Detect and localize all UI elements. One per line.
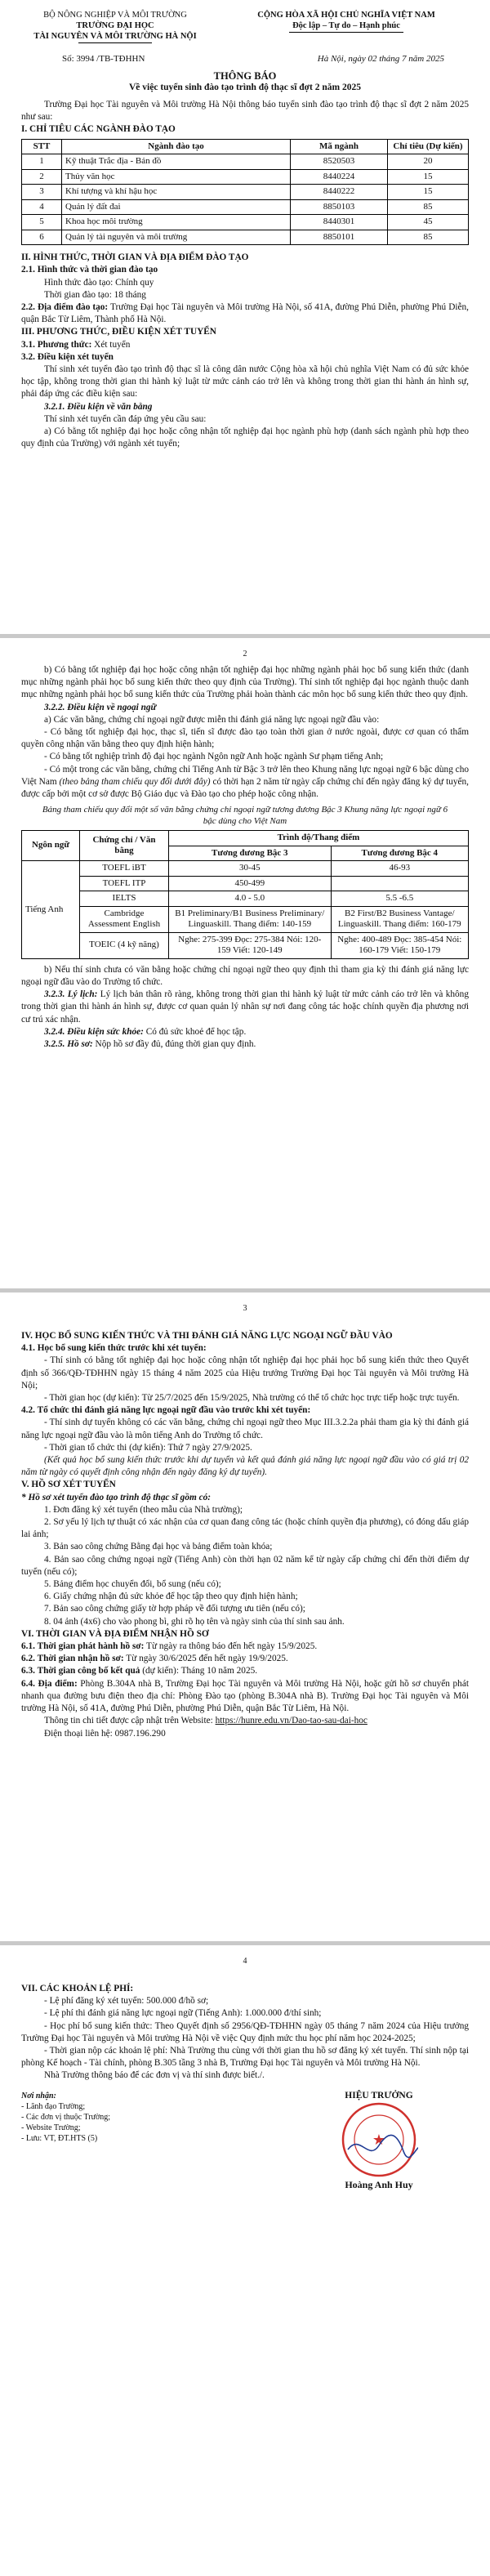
language-table-row: [22, 891, 469, 907]
admission-method: 3.1. Phương thức: Xét tuyển: [21, 339, 131, 350]
quota-table-row: [22, 230, 469, 245]
signer-name: Hoàng Anh Huy: [345, 2178, 413, 2190]
document-subtitle: Về việc tuyển sinh đào tạo trình độ thạc sĩ đợt 2 năm 2025: [129, 83, 361, 92]
cell-major: Khí tượng và khí hậu học: [62, 185, 291, 200]
cell-certificate: TOEFL ITP: [80, 876, 169, 891]
dossier-list-heading: * Hồ sơ xét tuyển đào tạo trình độ thạc sĩ gồm có:: [21, 1492, 212, 1502]
dossier-item: 5. Bảng điểm học chuyển đổi, bổ sung (nếu có);: [44, 1579, 221, 1590]
cell-major: Quản lý đất đai: [62, 199, 291, 215]
quota-table-row: [22, 215, 469, 230]
cell-level-3: 450-499: [169, 876, 332, 891]
section-3-heading: III. PHƯƠNG THỨC, ĐIỀU KIỆN XÉT TUYỂN: [21, 327, 216, 337]
cell-level-3: B1 Preliminary/B1 Business Preliminary/ Linguaskill. Thang điểm: 140-159: [169, 906, 332, 932]
col-stt: STT: [22, 139, 62, 154]
cell-level-4: Nghe: 400-489 Đọc: 385-454 Nói: 160-179 Viết: 150-179: [331, 932, 468, 958]
cell-quota: 15: [388, 185, 469, 200]
degree-requirement-a: a) Có bằng tốt nghiệp đại học hoặc công nhận tốt nghiệp đại học ngành phù hợp (danh sách ngành phù hợp theo quy định của Trường) với ngành xét tuyển;: [21, 426, 469, 449]
result-announce-time: 6.3. Thời gian công bố kết quả (dự kiến): Tháng 10 năm 2025.: [21, 1666, 258, 1676]
header-rule-right: [289, 32, 403, 33]
language-exam-requirement: - Thí sinh dự tuyển không có các văn bằng, chứng chỉ ngoại ngữ theo Mục III.3.2.2a phải tham gia kỳ thi đánh giá năng lực ngoại ngữ đầu vào là môn tiếng Anh do Trường tổ chức.: [21, 1417, 469, 1440]
recipients-heading: Nơi nhận:: [21, 2091, 56, 2101]
cell-code: 8850103: [291, 199, 388, 215]
language-table-row: [22, 932, 469, 958]
recipients: [21, 2091, 185, 2191]
supplementary-course-time: - Thời gian học (dự kiến): Từ 25/7/2025 đến 15/9/2025, Nhà trường có thể tổ chức học trực tiếp hoặc trực tuyến.: [44, 1393, 460, 1404]
section-4-1-heading: 4.1. Học bổ sung kiến thức trước khi xét tuyển:: [21, 1343, 207, 1354]
cell-code: 8440301: [291, 215, 388, 230]
dossier-item: 8. 04 ảnh (4x6) cho vào phong bì, ghi rõ họ tên và ngày sinh của thí sinh sau ảnh.: [44, 1616, 345, 1627]
dossier-item: 2. Sơ yếu lý lịch tự thuật có xác nhận của cơ quan đang công tác (hoặc chính quyền địa phương), có đóng dấu giáp lai ảnh;: [21, 1517, 469, 1540]
col-code: Mã ngành: [291, 139, 388, 154]
training-form: Hình thức đào tạo: Chính quy: [44, 277, 154, 288]
issuing-organization: [21, 10, 209, 46]
section-2-1-heading: 2.1. Hình thức và thời gian đào tạo: [21, 265, 158, 275]
cell-level-3: 30-45: [169, 861, 332, 877]
cell-quota: 15: [388, 169, 469, 185]
col-level-4: Tương đương Bậc 4: [331, 846, 468, 861]
quota-table: [21, 139, 469, 246]
cell-level-4: 5.5 -6.5: [331, 891, 468, 907]
reference-table-caption: Bảng tham chiếu quy đổi một số văn bằng chứng chỉ ngoại ngữ tương đương Bậc 3 Khung năng lực ngoại ngữ 6 bậc dùng cho Việt Nam: [42, 805, 448, 827]
ministry-name: BỘ NÔNG NGHIỆP VÀ MÔI TRƯỜNG: [43, 11, 187, 20]
cell-stt: 5: [22, 215, 62, 230]
cell-stt: 6: [22, 230, 62, 245]
section-3-2-heading: 3.2. Điều kiện xét tuyển: [21, 351, 114, 362]
recipient-item: - Lãnh đạo Trường;: [21, 2101, 86, 2111]
recipient-item: - Lưu: VT, ĐT.HTS (5): [21, 2133, 98, 2143]
cell-certificate: TOEFL iBT: [80, 861, 169, 877]
degree-requirement-intro: Thí sinh xét tuyển cần đáp ứng yêu cầu sau:: [44, 413, 207, 424]
section-4-2-heading: 4.2. Tổ chức thi đánh giá năng lực ngoại ngữ đầu vào trước khi xét tuyển:: [21, 1405, 311, 1416]
language-exempt-intro: a) Các văn bằng, chứng chỉ ngoại ngữ được miễn thi đánh giá năng lực ngoại ngữ đầu vào:: [44, 714, 380, 725]
website-info: Thông tin chi tiết được cập nhật trên Website: https://hunre.edu.vn/Dao-tao-sau-dai-hoc: [44, 1716, 368, 1726]
language-table-row: [22, 876, 469, 891]
degree-requirement-b: b) Có bằng tốt nghiệp đại học hoặc công nhận tốt nghiệp đại học những ngành phải học bổ sung kiến thức (danh mục những ngành phải học bổ sung kiến thức theo quy định của Trường). Thí sinh tốt nghiệp đại học ngành thuộc danh mục những ngành phải học bổ sung kiến thức của Trường phải hoàn thành các môn học bổ sung kiến thức theo quy định.: [21, 665, 469, 700]
language-exam-date: - Thời gian tổ chức thi (dự kiến): Thứ 7 ngày 27/9/2025.: [44, 1442, 252, 1453]
cell-code: 8440222: [291, 185, 388, 200]
signature-block: [21, 2091, 469, 2191]
training-duration: Thời gian đào tạo: 18 tháng: [44, 289, 146, 300]
page-4: [0, 1945, 490, 2576]
document-number: Số: 3994 /TB-TĐHHN: [62, 54, 145, 64]
language-exam-note: b) Nếu thí sinh chưa có văn bằng hoặc chứng chỉ ngoại ngữ theo quy định thì tham gia kỳ thi đánh giá năng lực ngoại ngữ đầu vào do Trường tổ chức.: [21, 964, 469, 987]
language-exempt-1: - Có bằng tốt nghiệp đại học, thạc sĩ, tiến sĩ được đào tạo toàn thời gian ở nước ngoài, được cơ quan có thẩm quyền công nhận văn bằng theo quy định hiện hành;: [21, 727, 469, 750]
cell-level-3: Nghe: 275-399 Đọc: 275-384 Nói: 120-159 Viết: 120-149: [169, 932, 332, 958]
cell-major: Kỹ thuật Trắc địa - Bản đồ: [62, 154, 291, 170]
intro-paragraph: Trường Đại học Tài nguyên và Môi trường Hà Nội thông báo tuyển sinh đào tạo trình độ thạc sĩ đợt 2 năm 2025 như sau:: [21, 100, 469, 123]
nation-name: CỘNG HÒA XÃ HỘI CHỦ NGHĨA VIỆT NAM: [257, 11, 435, 20]
quota-table-row: [22, 154, 469, 170]
document-title: THÔNG BÁO: [213, 70, 277, 82]
closing-statement: Nhà Trường thông báo để các đơn vị và thí sinh được biết./.: [44, 2070, 265, 2081]
dossier-receive-time: 6.2. Thời gian nhận hồ sơ: Từ ngày 30/6/2025 đến hết ngày 19/9/2025.: [21, 1654, 288, 1664]
col-quota: Chỉ tiêu (Dự kiến): [388, 139, 469, 154]
supplementary-course-decision: - Thí sinh có bằng tốt nghiệp đại học hoặc công nhận tốt nghiệp đại học phải học bổ sung kiến thức theo Quyết định số 366/QĐ-TĐHHN ngày 15 tháng 4 năm 2025 của Hiệu trưởng Trường Đại học Tài nguyên và Môi trường Hà Nội;: [21, 1355, 469, 1391]
dossier-item: 3. Bản sao công chứng Bằng đại học và bảng điểm toàn khóa;: [44, 1542, 273, 1552]
cell-stt: 3: [22, 185, 62, 200]
cell-level-4: [331, 876, 468, 891]
national-title: [224, 10, 469, 46]
section-7-heading: VII. CÁC KHOẢN LỆ PHÍ:: [21, 1984, 134, 1993]
page-2: [0, 638, 490, 1288]
university-name-line2: TÀI NGUYÊN VÀ MÔI TRƯỜNG HÀ NỘI: [33, 32, 197, 41]
quota-table-row: [22, 169, 469, 185]
section-4-heading: IV. HỌC BỔ SUNG KIẾN THỨC VÀ THI ĐÁNH GIÁ NĂNG LỰC NGOẠI NGỮ ĐẦU VÀO: [21, 1331, 393, 1341]
cell-language: Tiếng Anh: [22, 861, 80, 959]
section-3-2-1-heading: 3.2.1. Điều kiện về văn bằng: [44, 401, 153, 412]
cell-quota: 85: [388, 230, 469, 245]
document-meta: [21, 54, 469, 64]
dossier-location: 6.4. Địa điểm: Phòng B.304A nhà B, Trường Đại học Tài nguyên và Môi trường Hà Nội, hoặc gửi hồ sơ chuyển phát nhanh qua đường bưu điện theo địa chỉ: Phòng Đào tạo (phòng B.304A nhà B). Trường Đại học Tài nguyên và Môi trường Hà Nội, số 41A, đường Phú Diễn, phường Phú Diễn, quận Bắc Từ Liêm, Hà Nội.: [21, 1678, 469, 1714]
quota-table-header: [22, 139, 469, 154]
document-header: [21, 0, 469, 46]
dossier-item: 4. Bản sao công chứng ngoại ngữ (Tiếng Anh) còn thời hạn 02 năm kể từ ngày cấp chứng chỉ đến thời điểm dự tuyển (nếu có);: [21, 1554, 469, 1577]
website-link[interactable]: https://hunre.edu.vn/Dao-tao-sau-dai-hoc: [215, 1716, 368, 1726]
university-name-line1: TRƯỜNG ĐẠI HỌC: [76, 21, 154, 30]
recipient-item: - Các đơn vị thuộc Trường;: [21, 2112, 111, 2122]
col-certificate: Chứng chỉ / Văn bằng: [80, 831, 169, 861]
recipient-item: - Website Trường;: [21, 2123, 81, 2132]
col-level: Trình độ/Thang điểm: [169, 831, 469, 846]
dossier-item: 6. Giấy chứng nhận đủ sức khỏe để học tập theo quy định hiện hành;: [44, 1592, 298, 1602]
national-motto: Độc lập – Tự do – Hạnh phúc: [292, 21, 400, 30]
fee-application: - Lệ phí đăng ký xét tuyển: 500.000 đ/hồ sơ;: [44, 1996, 209, 2007]
language-exempt-3: - Có một trong các văn bằng, chứng chỉ Tiếng Anh từ Bậc 3 trở lên theo Khung năng lực ngoại ngữ 6 bậc dùng cho Việt Nam (theo bảng tham chiếu quy đổi dưới đây) có thời hạn 2 năm từ ngày cấp chứng chỉ đến ngày đăng ký dự tuyển, được cấp bởi một cơ sở được Bộ Giáo dục và Đào tạo cho phép hoặc công nhận.: [21, 764, 469, 800]
col-level-3: Tương đương Bậc 3: [169, 846, 332, 861]
dossier-item: 1. Đơn đăng ký xét tuyển (theo mẫu của Nhà trường);: [44, 1504, 243, 1515]
cell-level-4: 46-93: [331, 861, 468, 877]
section-2-heading: II. HÌNH THỨC, THỜI GIAN VÀ ĐỊA ĐIỂM ĐÀO TẠO: [21, 252, 249, 263]
training-location: 2.2. Địa điểm đào tạo: Trường Đại học Tài nguyên và Môi trường Hà Nội, số 41A, đường Phú Diễn, phường Phú Diễn, quận Bắc Từ Liêm, Thành phố Hà Nội.: [21, 301, 469, 325]
quota-table-row: [22, 185, 469, 200]
fee-payment-time: - Thời gian nộp các khoản lệ phí: Nhà Trường thu cùng với thời gian thu hồ sơ đăng ký xét tuyển. Thí sinh nộp tại phòng Kế hoạch - Tài chính, phòng B.305 tầng 3 nhà B, Trường Đại học Tài nguyên và Môi trường Hà Nội.: [21, 2046, 469, 2069]
cell-quota: 45: [388, 215, 469, 230]
background-requirement: 3.2.3. Lý lịch: Lý lịch bản thân rõ ràng, không trong thời gian thi hành kỷ luật từ mức cảnh cáo trở lên và không trong thời gian thi hành án hình sự, được cơ quan quản lý nhân sự nơi đang công tác hoặc chính quyền địa phương nơi cư trú xác nhận.: [21, 989, 469, 1025]
dossier-item: 7. Bản sao công chứng giấy tờ hợp pháp về đối tượng ưu tiên (nếu có);: [44, 1604, 305, 1614]
contact-phone: Điện thoại liên hệ: 0987.196.290: [44, 1728, 166, 1739]
cell-quota: 20: [388, 154, 469, 170]
cell-major: Quản lý tài nguyên và môi trường: [62, 230, 291, 245]
cell-code: 8850101: [291, 230, 388, 245]
page-number: 4: [243, 1957, 247, 1966]
signer: [289, 2091, 469, 2191]
page-number: 3: [243, 1304, 247, 1313]
cell-certificate: IELTS: [80, 891, 169, 907]
page-number: 2: [243, 650, 247, 659]
language-reference-table: [21, 830, 469, 959]
cell-certificate: TOEIC (4 kỹ năng): [80, 932, 169, 958]
official-seal-icon: [340, 2101, 418, 2179]
health-requirement: 3.2.4. Điều kiện sức khỏe: Có đủ sức khoẻ để học tập.: [44, 1026, 247, 1037]
section-5-heading: V. HỒ SƠ XÉT TUYỂN: [21, 1480, 116, 1490]
page-3: [0, 1292, 490, 1941]
cell-level-3: 4.0 - 5.0: [169, 891, 332, 907]
cell-stt: 1: [22, 154, 62, 170]
cell-quota: 85: [388, 199, 469, 215]
fee-supplementary-course: - Học phí bổ sung kiến thức: Theo Quyết định số 2956/QĐ-TĐHHN ngày 05 tháng 7 năm 2024 của Hiệu trưởng Trường Đại học Tài nguyên và Môi trường Hà Nội về việc Quy định mức thu học phí năm học 2024-2025;: [21, 2020, 469, 2043]
col-language: Ngôn ngữ: [22, 831, 80, 861]
signer-title: HIỆU TRƯỞNG: [345, 2090, 413, 2101]
section-3-2-2-heading: 3.2.2. Điều kiện về ngoại ngữ: [44, 702, 157, 712]
language-table-row: [22, 906, 469, 932]
cell-code: 8520503: [291, 154, 388, 170]
svg-text:★: ★: [372, 2131, 386, 2149]
cell-stt: 2: [22, 169, 62, 185]
col-major: Ngành đào tạo: [62, 139, 291, 154]
fee-language-exam: - Lệ phí thi đánh giá năng lực ngoại ngữ (Tiếng Anh): 1.000.000 đ/thí sinh;: [44, 2008, 322, 2019]
document-date: Hà Nội, ngày 02 tháng 7 năm 2025: [317, 54, 444, 64]
cell-major: Thủy văn học: [62, 169, 291, 185]
results-validity-note: (Kết quả học bổ sung kiến thức trước khi dự tuyển và kết quả đánh giá năng lực ngoại ngữ đầu vào có giá trị 02 năm từ ngày có quyết định công nhận đến ngày đăng ký dự tuyển).: [21, 1455, 469, 1478]
language-exempt-2: - Có bằng tốt nghiệp trình độ đại học ngành Ngôn ngữ Anh hoặc ngành Sư phạm tiếng Anh;: [44, 752, 384, 762]
cell-major: Khoa học môi trường: [62, 215, 291, 230]
header-rule-left: [78, 42, 152, 43]
section-1-heading: I. CHỈ TIÊU CÁC NGÀNH ĐÀO TẠO: [21, 124, 176, 135]
section-6-heading: VI. THỜI GIAN VÀ ĐỊA ĐIỂM NHẬN HỒ SƠ: [21, 1628, 209, 1639]
dossier-requirement: 3.2.5. Hồ sơ: Nộp hồ sơ đầy đủ, đúng thời gian quy định.: [44, 1038, 256, 1049]
cell-code: 8440224: [291, 169, 388, 185]
cell-level-4: B2 First/B2 Business Vantage/ Linguaskill. Thang điểm: 160-179: [331, 906, 468, 932]
dossier-issue-time: 6.1. Thời gian phát hành hồ sơ: Từ ngày ra thông báo đến hết ngày 15/9/2025.: [21, 1641, 318, 1652]
admission-conditions: Thí sinh xét tuyển đào tạo trình độ thạc sĩ là công dân nước Cộng hòa xã hội chủ nghĩa Việt Nam có đủ sức khỏe học tập, không trong thời gian thi hành kỷ luật từ mức cảnh cáo trở lên và không trong thời gian thi hành án hình sự, phải đáp ứng các điều kiện sau:: [21, 364, 469, 400]
language-table-row: [22, 861, 469, 877]
page-1: [0, 0, 490, 634]
dossier-list: [21, 1504, 469, 1628]
cell-stt: 4: [22, 199, 62, 215]
cell-certificate: Cambridge Assessment English: [80, 906, 169, 932]
quota-table-row: [22, 199, 469, 215]
